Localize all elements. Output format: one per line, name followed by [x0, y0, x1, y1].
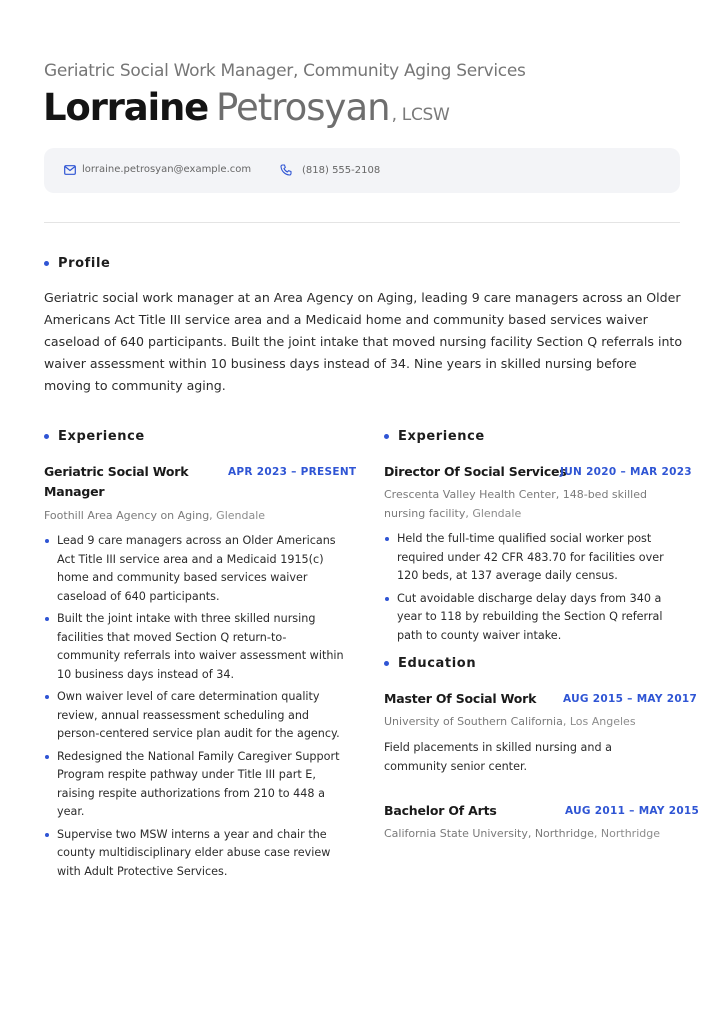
bullet-dot-icon [44, 261, 49, 266]
school-1-name: University of Southern California [384, 715, 563, 728]
school-1-location: , Los Angeles [562, 715, 636, 728]
email-link[interactable] [64, 164, 251, 175]
job-date-right: JUN 2020 – MAR 2023 [560, 466, 692, 478]
list-item: Cut avoidable discharge delay days from 340 a year to 118 by rebuilding the Section Q referral path to county waiver intake. [384, 590, 680, 646]
headline: Geriatric Social Work Manager, Community Aging Services [44, 61, 526, 81]
list-item: Built the joint intake with three skilled nursing facilities that moved Section Q return-to-community referrals into waiver assessment within 10 business days instead of 34. [44, 610, 344, 684]
phone-link[interactable] [280, 164, 380, 176]
job-title-left: Geriatric Social Work Manager [44, 464, 189, 499]
degree-date-2: AUG 2011 – MAY 2015 [565, 805, 700, 817]
profile-heading-text: Profile [58, 256, 111, 271]
phone-text: (818) 555-2108 [302, 164, 381, 176]
job-org-left-name: Foothill Area Agency on Aging [44, 509, 210, 522]
bullet-dot-icon [384, 434, 389, 439]
experience-heading-right-text: Experience [398, 429, 485, 444]
experience-heading-left-text: Experience [58, 429, 145, 444]
list-item: Supervise two MSW interns a year and chair the county multidisciplinary elder abuse case review with Adult Protective Services. [44, 826, 344, 882]
experience-heading-left [44, 429, 145, 444]
bullet-dot-icon [44, 434, 49, 439]
degree-title-1: Master Of Social Work [384, 691, 537, 706]
profile-text: Geriatric social work manager at an Area Agency on Aging, leading 9 care managers across an Older Americans Act Title III service area and a Medicaid home and community based services waiver caseload of 640 participants. Built the joint intake that moved nursing facility Section Q referrals into waiver assessment within 10 business days instead of 34. Nine years in skilled nursing before moving to community aging. [44, 290, 683, 393]
degree-date-1: AUG 2015 – MAY 2017 [563, 693, 698, 705]
job-org-left-location: , Glendale [209, 509, 266, 522]
phone-icon [280, 164, 292, 176]
list-item: Own waiver level of care determination quality review, annual reassessment scheduling and person-centered service plan audit for the agency. [44, 688, 344, 744]
header-divider [44, 222, 680, 223]
list-item: Redesigned the National Family Caregiver Support Program respite pathway under Title III part E, raising respite authorizations from 210 to 448 a year. [44, 748, 344, 822]
name-row [43, 86, 450, 129]
credential: , LCSW [391, 105, 450, 125]
contact-bar [44, 148, 680, 193]
job-org-left [44, 506, 340, 525]
list-item: Lead 9 care managers across an Older Americans Act Title III service area and a Medicaid 1915(c) home and community based services waiver caseload of 640 participants. [44, 532, 344, 606]
school-2-location: , Northridge [593, 827, 660, 840]
envelope-icon [64, 165, 76, 175]
education-heading-text: Education [398, 656, 477, 671]
school-2 [384, 824, 680, 843]
education-heading [384, 656, 476, 671]
school-1 [384, 712, 680, 731]
first-name: Lorraine [43, 86, 208, 129]
degree-desc-1: Field placements in skilled nursing and a community senior center. [384, 741, 612, 773]
list-item: Held the full-time qualified social worker post required under 42 CFR 483.70 for facilities over 120 beds, at 137 average daily census. [384, 530, 680, 586]
job-bullets-right [384, 530, 680, 649]
job-org-right-location: , Glendale [465, 507, 522, 520]
job-title-right: Director Of Social Services [384, 464, 567, 479]
profile-heading [44, 256, 110, 271]
degree-title-2: Bachelor Of Arts [384, 803, 497, 818]
bullet-dot-icon [384, 661, 389, 666]
email-text: lorraine.petrosyan@example.com [82, 164, 252, 175]
job-bullets-left [44, 532, 344, 885]
job-date-left: APR 2023 – PRESENT [228, 466, 357, 478]
experience-heading-right [384, 429, 485, 444]
job-org-right-name: Crescenta Valley Health Center, 148-bed skilled nursing facility [384, 488, 647, 520]
last-name: Petrosyan [215, 86, 390, 129]
job-org-right [384, 485, 676, 523]
school-2-name: California State University, Northridge [384, 827, 594, 840]
